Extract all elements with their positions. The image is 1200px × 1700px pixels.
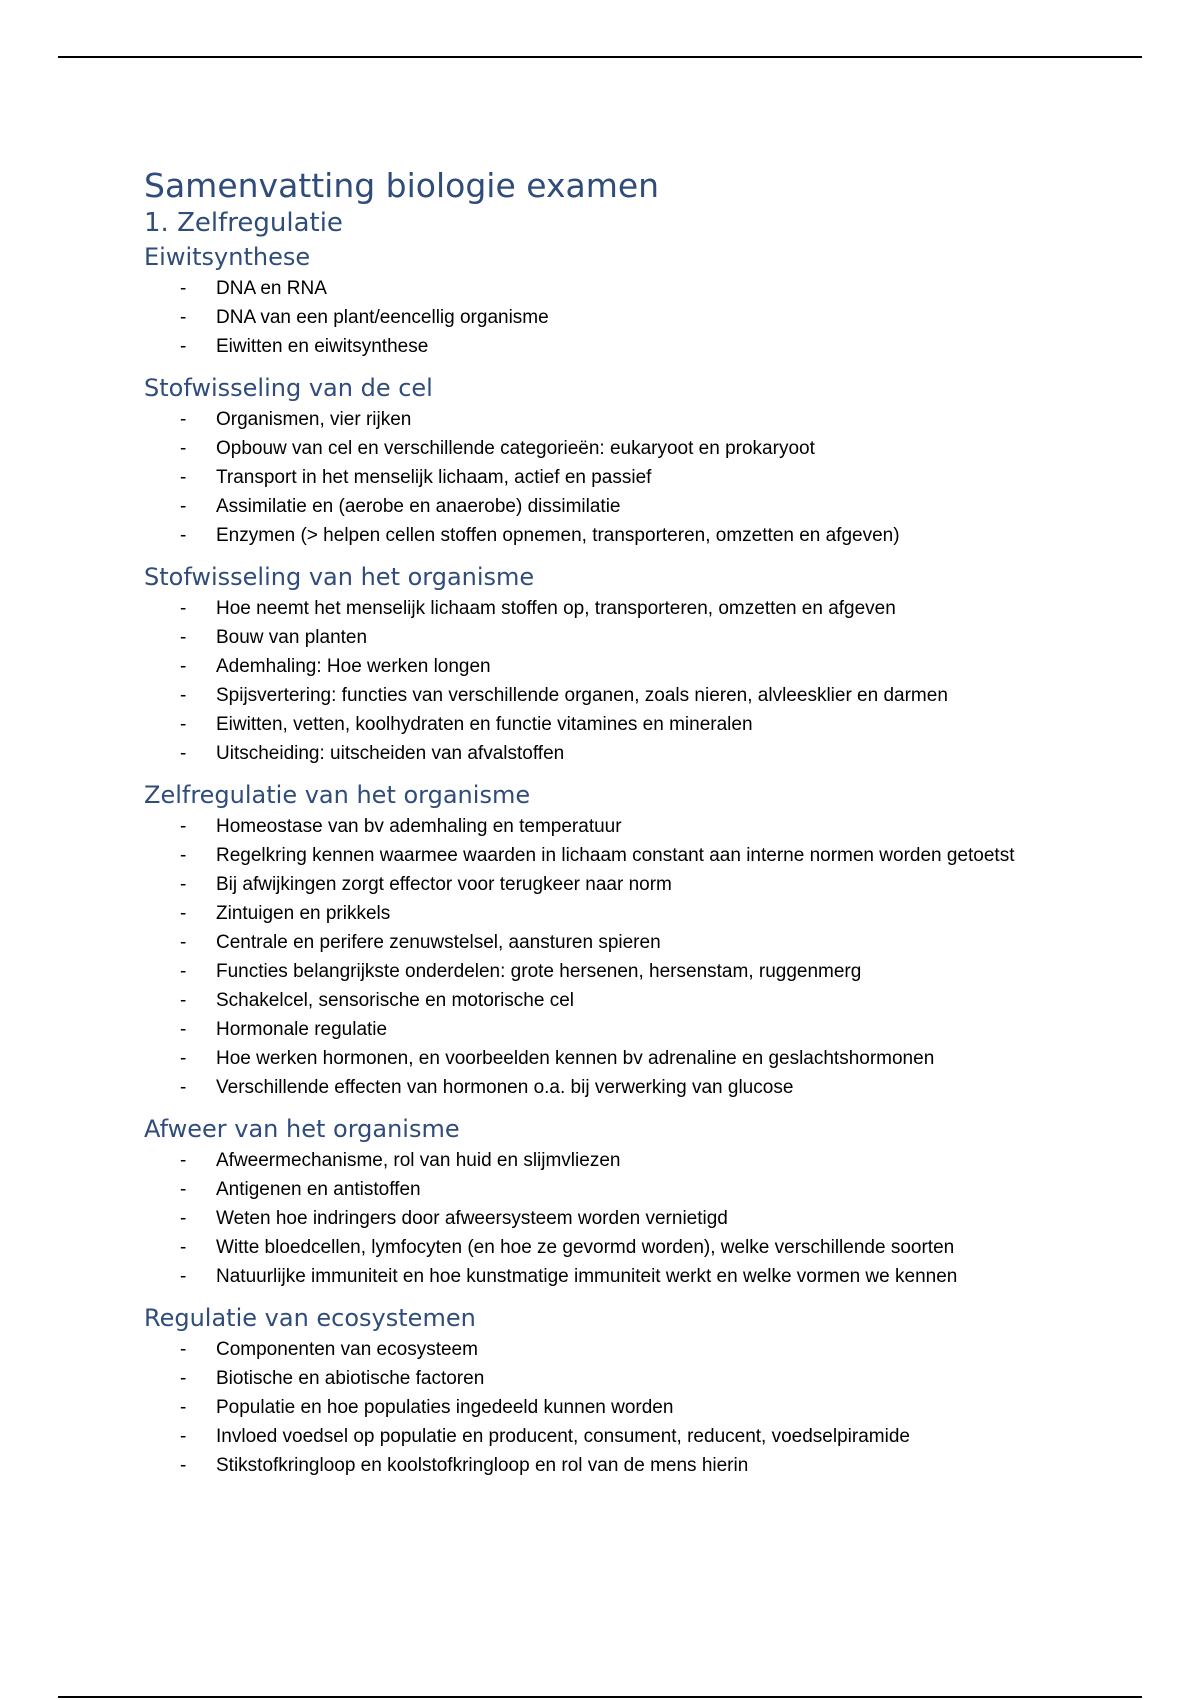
list-item: - Componenten van ecosysteem [144,1335,1064,1364]
list-item: - Homeostase van bv ademhaling en temperatuur [144,812,1064,841]
list-item: - Bij afwijkingen zorgt effector voor terugkeer naar norm [144,870,1064,899]
list-item: - Spijsvertering: functies van verschillende organen, zoals nieren, alvleesklier en darmen [144,681,1064,710]
bullet-list [144,1146,1064,1291]
page-header-rule [58,56,1142,58]
list-item: - Functies belangrijkste onderdelen: grote hersenen, hersenstam, ruggenmerg [144,957,1064,986]
list-item: - Eiwitten en eiwitsynthese [144,332,1064,361]
document-body [144,160,1064,1490]
section-regulatie-ecosystemen [144,1301,1064,1480]
list-item: - Enzymen (> helpen cellen stoffen opnemen, transporteren, omzetten en afgeven) [144,521,1064,550]
list-item: - Bouw van planten [144,623,1064,652]
bullet-list [144,274,1064,361]
list-item: - Assimilatie en (aerobe en anaerobe) dissimilatie [144,492,1064,521]
page-footer-rule [58,1696,1142,1698]
list-item: - Hormonale regulatie [144,1015,1064,1044]
list-item: - DNA en RNA [144,274,1064,303]
list-item: - Ademhaling: Hoe werken longen [144,652,1064,681]
list-item: - Verschillende effecten van hormonen o.a. bij verwerking van glucose [144,1073,1064,1102]
section-stofwisseling-organisme [144,560,1064,768]
list-item: - Antigenen en antistoffen [144,1175,1064,1204]
list-item: - Uitscheiding: uitscheiden van afvalstoffen [144,739,1064,768]
list-item: - DNA van een plant/eencellig organisme [144,303,1064,332]
list-item: - Eiwitten, vetten, koolhydraten en functie vitamines en mineralen [144,710,1064,739]
section-eiwitsynthese [144,240,1064,361]
document-title: Samenvatting biologie examen [144,166,660,205]
list-item: - Witte bloedcellen, lymfocyten (en hoe ze gevormd worden), welke verschillende soorten [144,1233,1064,1262]
list-item: - Transport in het menselijk lichaam, actief en passief [144,463,1064,492]
chapter-heading: 1. Zelfregulatie [144,208,343,238]
list-item: - Stikstofkringloop en koolstofkringloop en rol van de mens hierin [144,1451,1064,1480]
list-item: - Invloed voedsel op populatie en producent, consument, reducent, voedselpiramide [144,1422,1064,1451]
bullet-list [144,405,1064,550]
section-stofwisseling-cel [144,371,1064,550]
section-zelfregulatie-organisme [144,778,1064,1102]
section-heading: Zelfregulatie van het organisme [144,781,531,809]
list-item: - Centrale en perifere zenuwstelsel, aansturen spieren [144,928,1064,957]
section-heading: Afweer van het organisme [144,1115,460,1143]
list-item: - Weten hoe indringers door afweersysteem worden vernietigd [144,1204,1064,1233]
list-item: - Hoe neemt het menselijk lichaam stoffen op, transporteren, omzetten en afgeven [144,594,1064,623]
list-item: - Afweermechanisme, rol van huid en slijmvliezen [144,1146,1064,1175]
list-item: - Populatie en hoe populaties ingedeeld kunnen worden [144,1393,1064,1422]
list-item: - Opbouw van cel en verschillende categorieën: eukaryoot en prokaryoot [144,434,1064,463]
list-item: - Zintuigen en prikkels [144,899,1064,928]
list-item: - Regelkring kennen waarmee waarden in lichaam constant aan interne normen worden getoetst [144,841,1064,870]
section-afweer-organisme [144,1112,1064,1291]
section-heading: Stofwisseling van het organisme [144,563,535,591]
bullet-list [144,1335,1064,1480]
section-heading: Regulatie van ecosystemen [144,1304,476,1332]
list-item: - Organismen, vier rijken [144,405,1064,434]
list-item: - Schakelcel, sensorische en motorische cel [144,986,1064,1015]
section-heading: Stofwisseling van de cel [144,374,433,402]
bullet-list [144,594,1064,768]
list-item: - Hoe werken hormonen, en voorbeelden kennen bv adrenaline en geslachtshormonen [144,1044,1064,1073]
list-item: - Biotische en abiotische factoren [144,1364,1064,1393]
section-heading: Eiwitsynthese [144,243,311,271]
bullet-list [144,812,1064,1102]
list-item: - Natuurlijke immuniteit en hoe kunstmatige immuniteit werkt en welke vormen we kennen [144,1262,1064,1291]
